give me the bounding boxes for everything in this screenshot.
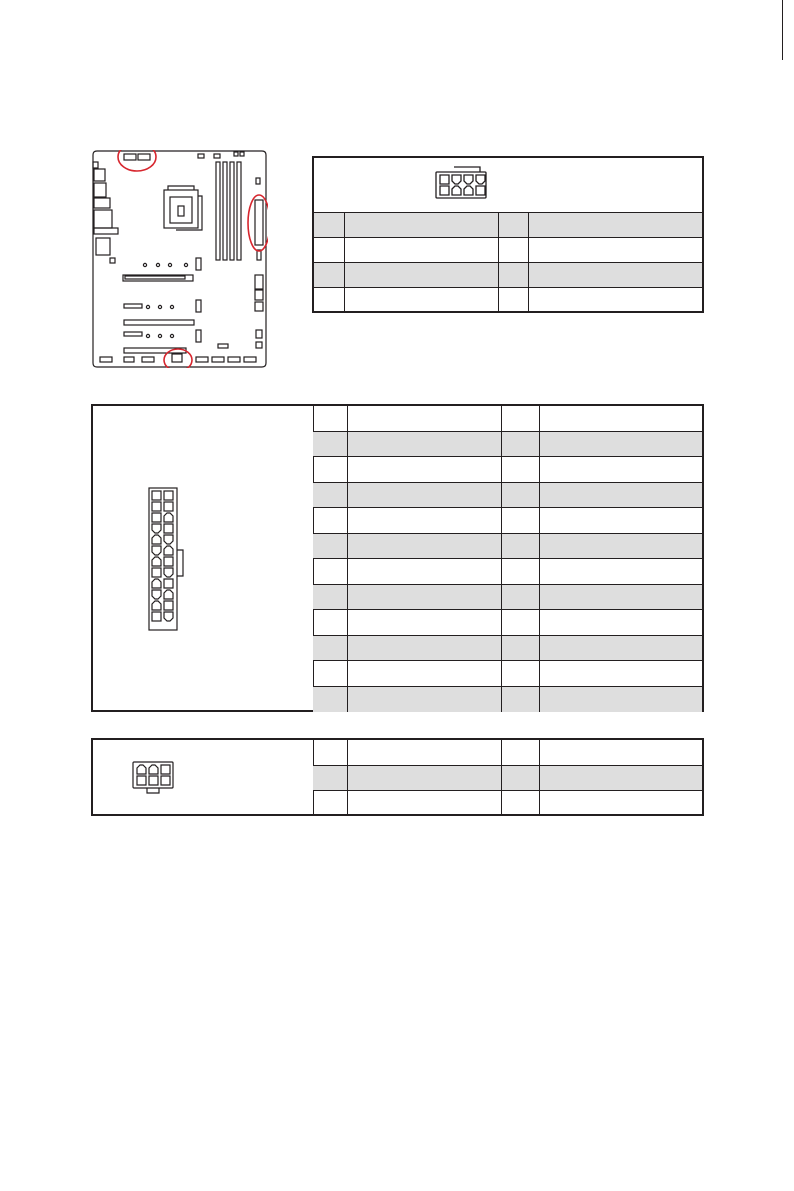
pin-number (314, 263, 348, 287)
signal-name (348, 585, 504, 609)
signal-name (529, 288, 703, 313)
table-row (313, 584, 702, 609)
motherboard-diagram (92, 150, 268, 368)
pin-number (502, 585, 542, 609)
signal-name (540, 610, 704, 635)
pin-number (314, 238, 348, 262)
table-row (313, 405, 702, 431)
table-row (313, 533, 702, 558)
signal-name (348, 739, 504, 765)
signal-name (540, 739, 704, 765)
table-row (314, 212, 702, 237)
pin-number (502, 483, 542, 507)
atx-24pin-connector-icon (147, 486, 187, 637)
signal-name (348, 661, 504, 686)
table-row (313, 686, 702, 712)
pin-number (313, 585, 351, 609)
table-row (314, 287, 702, 313)
signal-name (345, 213, 501, 237)
pin-number (499, 238, 531, 262)
signal-name (529, 213, 703, 237)
signal-name (540, 483, 704, 507)
pin-number (502, 508, 542, 533)
pcie-6pin-connector-icon (131, 760, 175, 801)
signal-name (345, 263, 501, 287)
table-row (313, 482, 702, 507)
signal-name (540, 636, 704, 660)
pin-number (313, 739, 351, 765)
atx-power-pinout-table (91, 404, 704, 712)
table-row (313, 431, 702, 456)
signal-name (348, 457, 504, 482)
signal-name (540, 457, 704, 482)
pin-number (313, 432, 351, 456)
signal-name (348, 508, 504, 533)
pin-number (313, 636, 351, 660)
pin-number (502, 405, 542, 431)
pin-number (499, 213, 531, 237)
signal-name (540, 508, 704, 533)
signal-name (540, 766, 704, 790)
signal-name (348, 559, 504, 584)
pin-number (313, 457, 351, 482)
pin-number (313, 483, 351, 507)
pin-number (502, 661, 542, 686)
signal-name (348, 636, 504, 660)
signal-name (540, 661, 704, 686)
pin-number (314, 288, 348, 313)
table-row (313, 456, 702, 482)
signal-name (540, 585, 704, 609)
signal-name (540, 791, 704, 816)
signal-name (345, 238, 501, 262)
pcie-power-pinout-table (91, 738, 704, 816)
pin-number (313, 508, 351, 533)
pin-number (313, 791, 351, 816)
pin-number (313, 405, 351, 431)
table-row (314, 262, 702, 287)
signal-name (529, 238, 703, 262)
table-row (313, 660, 702, 686)
signal-name (348, 687, 504, 712)
cpu-8pin-connector-icon (434, 164, 488, 205)
table-row (313, 609, 702, 635)
pin-number (502, 791, 542, 816)
signal-name (348, 534, 504, 558)
pin-number (502, 739, 542, 765)
pin-number (502, 457, 542, 482)
pin-number (502, 534, 542, 558)
signal-name (540, 432, 704, 456)
table-row (313, 507, 702, 533)
signal-name (540, 534, 704, 558)
signal-name (348, 405, 504, 431)
signal-name (348, 766, 504, 790)
highlight-marks (118, 150, 268, 368)
pin-number (313, 610, 351, 635)
pin-number (313, 766, 351, 790)
pin-number (313, 559, 351, 584)
signal-name (345, 288, 501, 313)
pin-number (502, 766, 542, 790)
pin-number (502, 636, 542, 660)
pin-number (502, 432, 542, 456)
page-edge-rule (782, 0, 783, 60)
pin-number (313, 687, 351, 712)
table-row (313, 790, 702, 816)
motherboard-layout-icon (92, 150, 268, 368)
signal-name (348, 791, 504, 816)
cpu-power-pinout-table (312, 156, 704, 313)
pin-number (502, 687, 542, 712)
signal-name (540, 559, 704, 584)
table-row (313, 739, 702, 765)
pin-number (502, 559, 542, 584)
table-row (313, 558, 702, 584)
pin-number (499, 263, 531, 287)
signal-name (540, 405, 704, 431)
pin-number (314, 213, 348, 237)
signal-name (529, 263, 703, 287)
pin-number (313, 661, 351, 686)
pin-number (313, 534, 351, 558)
signal-name (348, 483, 504, 507)
table-row (313, 765, 702, 790)
table-row (313, 635, 702, 660)
signal-name (348, 610, 504, 635)
pin-number (502, 610, 542, 635)
signal-name (540, 687, 704, 712)
pin-number (499, 288, 531, 313)
table-row (314, 237, 702, 262)
signal-name (348, 432, 504, 456)
